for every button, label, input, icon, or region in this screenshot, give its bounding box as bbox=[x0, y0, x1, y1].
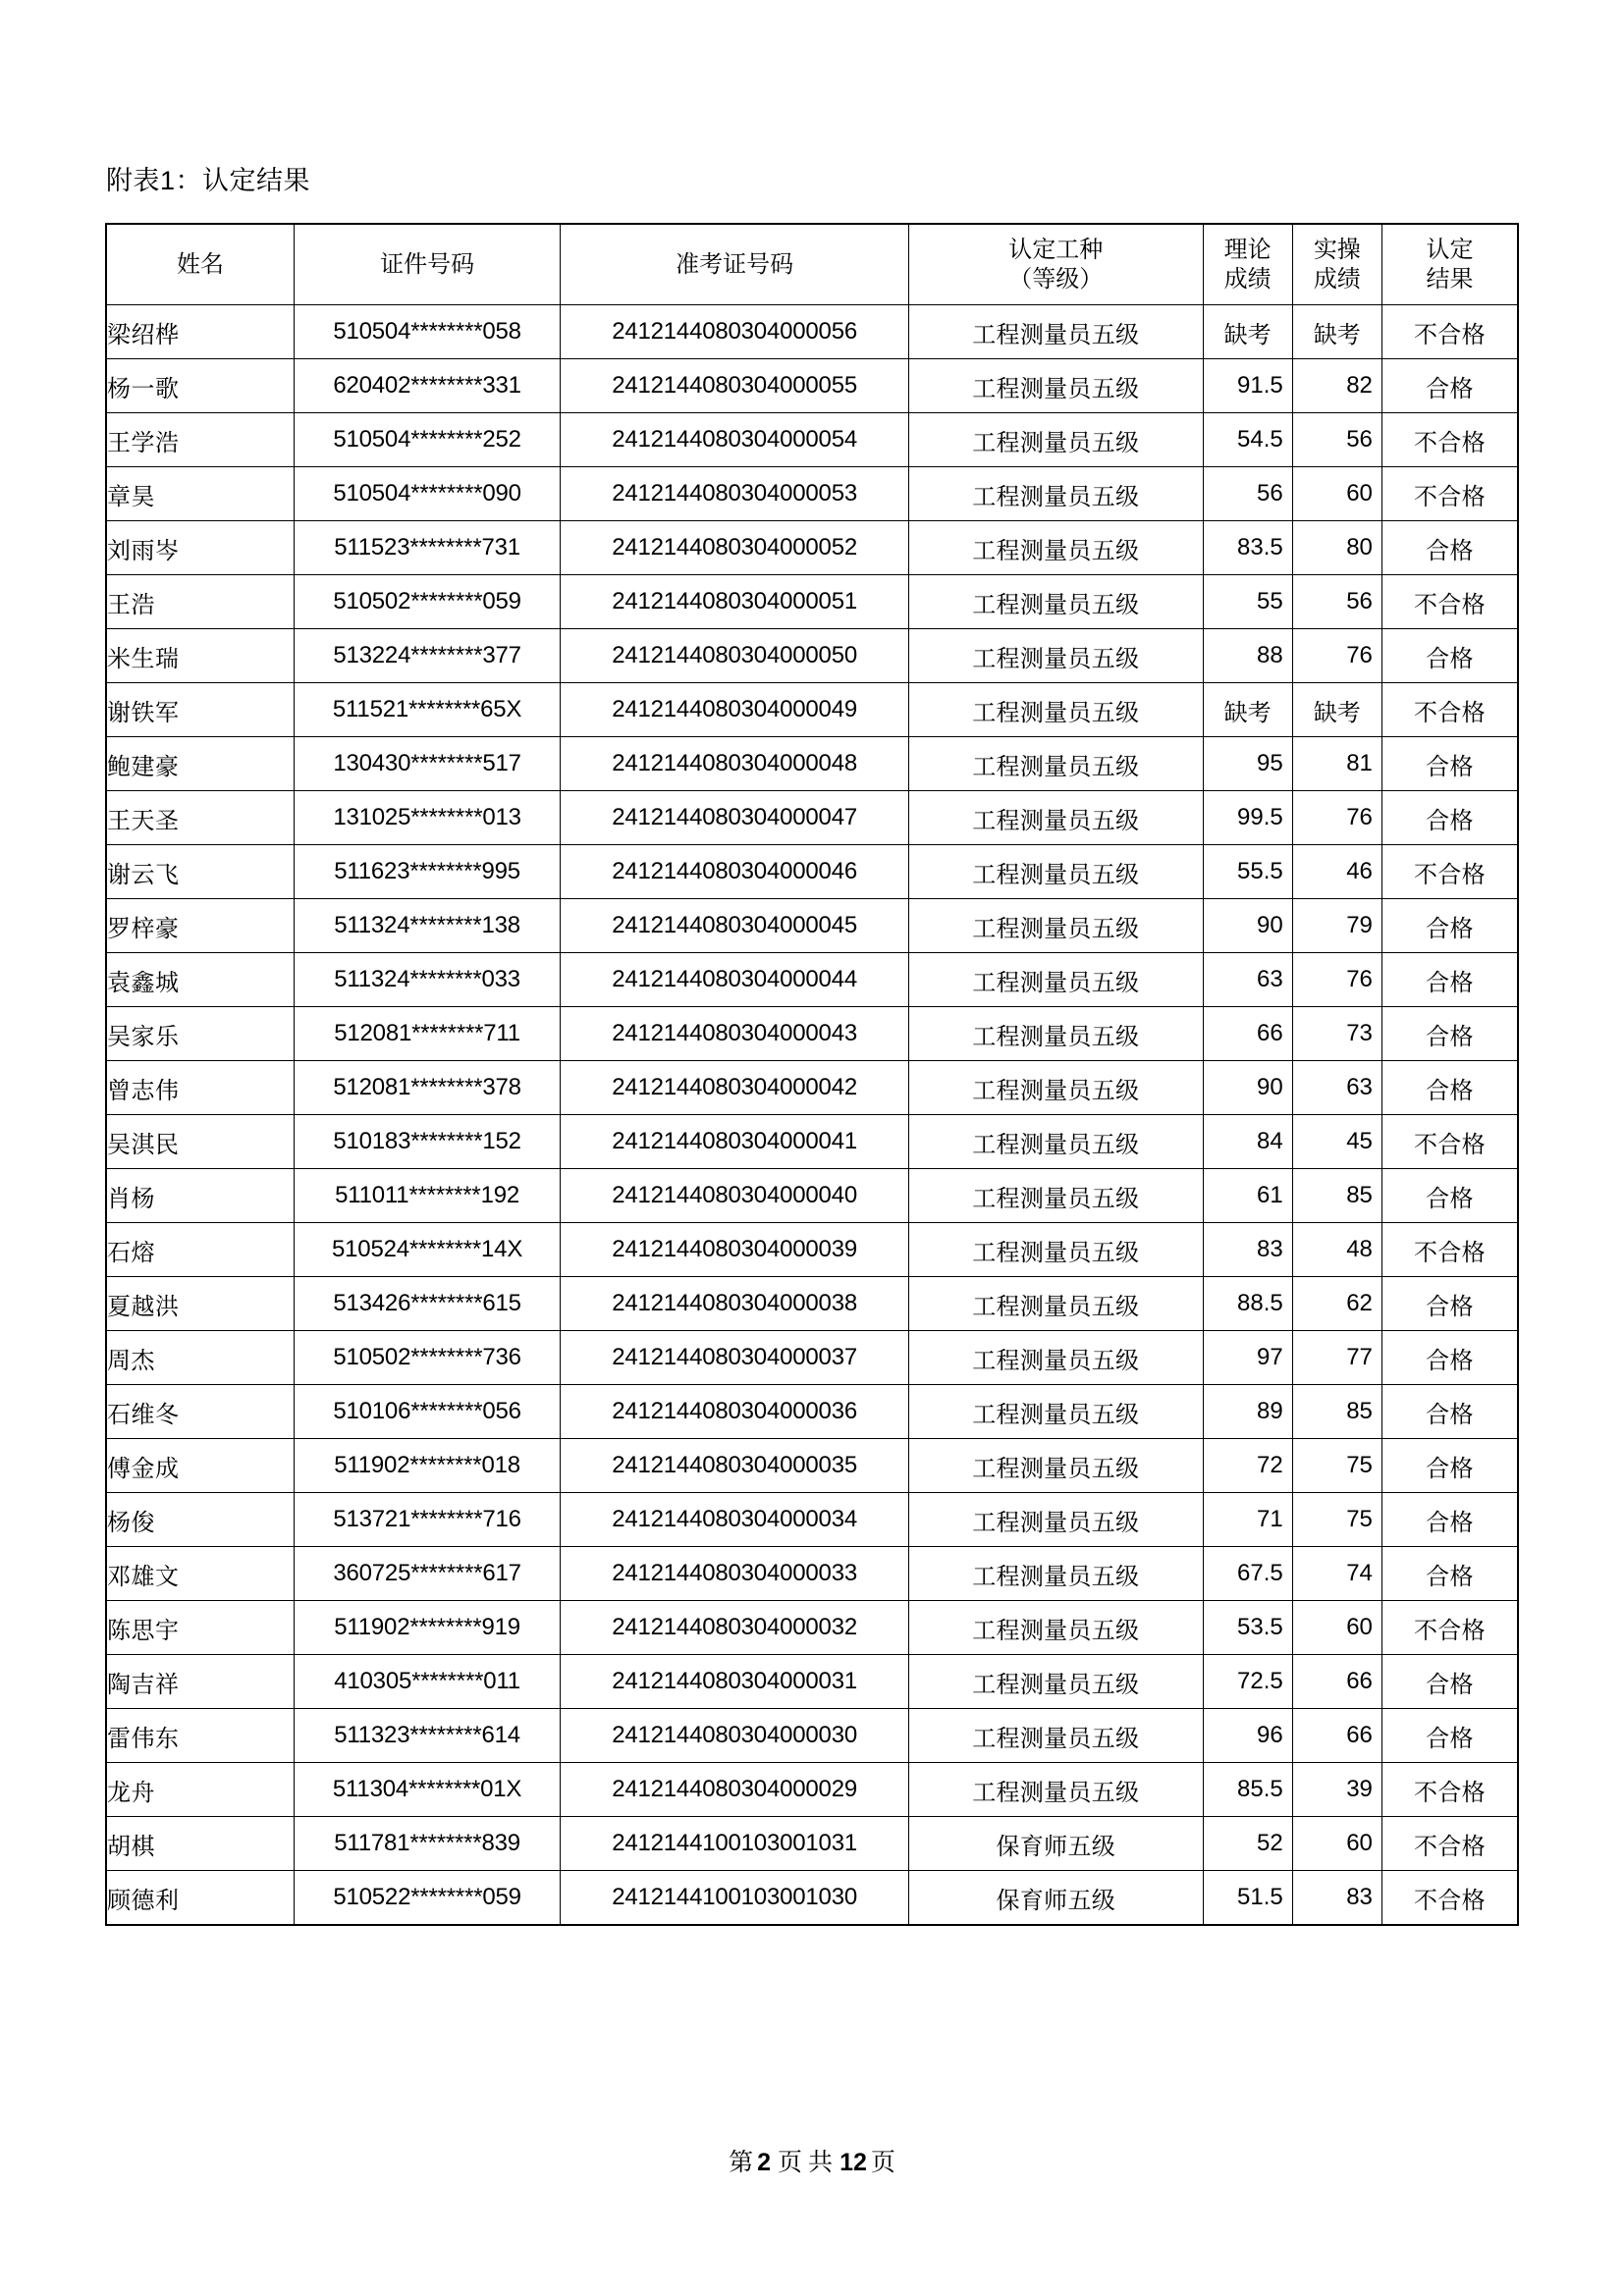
cell-theory-score: 91.5 bbox=[1203, 359, 1292, 413]
cell-certification-result: 不合格 bbox=[1381, 1223, 1517, 1277]
cell-practical-score: 60 bbox=[1292, 1817, 1381, 1871]
cell-admission-number: 2412144080304000047 bbox=[561, 791, 909, 845]
cell-id-number: 511781********839 bbox=[295, 1817, 561, 1871]
page-title: 附表1：认定结果 bbox=[106, 166, 311, 195]
cell-theory-score: 63 bbox=[1203, 953, 1292, 1007]
column-header-ticket-label: 准考证号码 bbox=[676, 250, 794, 278]
cell-theory-score: 96 bbox=[1203, 1709, 1292, 1763]
cell-theory-score: 52 bbox=[1203, 1817, 1292, 1871]
cell-practical-score: 81 bbox=[1292, 737, 1381, 791]
cell-theory-score: 89 bbox=[1203, 1385, 1292, 1439]
cell-certification-result: 合格 bbox=[1381, 1277, 1517, 1331]
cell-theory-score: 90 bbox=[1203, 1061, 1292, 1115]
cell-practical-score: 60 bbox=[1292, 467, 1381, 521]
cell-admission-number: 2412144080304000032 bbox=[561, 1601, 909, 1655]
cell-candidate-name: 邓雄文 bbox=[107, 1547, 295, 1601]
cell-admission-number: 2412144080304000053 bbox=[561, 467, 909, 521]
column-header-job-label: 认定工种 bbox=[1008, 236, 1104, 263]
cell-theory-score: 53.5 bbox=[1203, 1601, 1292, 1655]
cell-admission-number: 2412144080304000056 bbox=[561, 305, 909, 359]
column-header-theory-label: 理论 bbox=[1223, 236, 1272, 263]
column-header-name-label: 姓名 bbox=[177, 250, 224, 278]
cell-candidate-name: 谢云飞 bbox=[107, 845, 295, 899]
cell-practical-score: 46 bbox=[1292, 845, 1381, 899]
cell-certification-result: 合格 bbox=[1381, 359, 1517, 413]
certification-results-table bbox=[106, 224, 1518, 1925]
cell-certification-result: 合格 bbox=[1381, 1007, 1517, 1061]
cell-admission-number: 2412144080304000039 bbox=[561, 1223, 909, 1277]
cell-id-number: 510183********152 bbox=[295, 1115, 561, 1169]
cell-id-number: 510502********736 bbox=[295, 1331, 561, 1385]
cell-id-number: 510504********058 bbox=[295, 305, 561, 359]
cell-candidate-name: 石维冬 bbox=[107, 1385, 295, 1439]
cell-certification-result: 合格 bbox=[1381, 1331, 1517, 1385]
column-header-result-label: 认定 bbox=[1426, 236, 1474, 263]
cell-practical-score: 缺考 bbox=[1292, 305, 1381, 359]
cell-occupation-level: 工程测量员五级 bbox=[909, 1601, 1203, 1655]
cell-certification-result: 合格 bbox=[1381, 629, 1517, 683]
cell-theory-score: 缺考 bbox=[1203, 305, 1292, 359]
footer-total-pages: 12 bbox=[839, 2149, 867, 2176]
cell-theory-score: 67.5 bbox=[1203, 1547, 1292, 1601]
cell-candidate-name: 梁绍桦 bbox=[107, 305, 295, 359]
cell-id-number: 511902********018 bbox=[295, 1439, 561, 1493]
cell-occupation-level: 保育师五级 bbox=[909, 1817, 1203, 1871]
cell-admission-number: 2412144080304000033 bbox=[561, 1547, 909, 1601]
cell-certification-result: 不合格 bbox=[1381, 683, 1517, 737]
cell-candidate-name: 杨一歌 bbox=[107, 359, 295, 413]
cell-candidate-name: 袁鑫城 bbox=[107, 953, 295, 1007]
table-row bbox=[107, 1817, 1518, 1871]
cell-id-number: 511523********731 bbox=[295, 521, 561, 575]
cell-practical-score: 85 bbox=[1292, 1169, 1381, 1223]
cell-id-number: 510504********252 bbox=[295, 413, 561, 467]
cell-admission-number: 2412144080304000049 bbox=[561, 683, 909, 737]
cell-admission-number: 2412144080304000052 bbox=[561, 521, 909, 575]
cell-practical-score: 缺考 bbox=[1292, 683, 1381, 737]
cell-practical-score: 79 bbox=[1292, 899, 1381, 953]
column-header-practical-label: 实操 bbox=[1313, 236, 1361, 263]
cell-id-number: 620402********331 bbox=[295, 359, 561, 413]
cell-candidate-name: 曾志伟 bbox=[107, 1061, 295, 1115]
cell-practical-score: 76 bbox=[1292, 629, 1381, 683]
column-header-result bbox=[1381, 225, 1517, 305]
cell-theory-score: 71 bbox=[1203, 1493, 1292, 1547]
table-row bbox=[107, 1655, 1518, 1709]
cell-id-number: 511623********995 bbox=[295, 845, 561, 899]
cell-candidate-name: 肖杨 bbox=[107, 1169, 295, 1223]
table-row bbox=[107, 737, 1518, 791]
cell-admission-number: 2412144080304000036 bbox=[561, 1385, 909, 1439]
cell-occupation-level: 工程测量员五级 bbox=[909, 1439, 1203, 1493]
cell-practical-score: 56 bbox=[1292, 413, 1381, 467]
cell-occupation-level: 工程测量员五级 bbox=[909, 1277, 1203, 1331]
table-row bbox=[107, 1601, 1518, 1655]
table-row bbox=[107, 1763, 1518, 1817]
cell-theory-score: 85.5 bbox=[1203, 1763, 1292, 1817]
cell-certification-result: 不合格 bbox=[1381, 1817, 1517, 1871]
cell-admission-number: 2412144080304000041 bbox=[561, 1115, 909, 1169]
cell-id-number: 511324********138 bbox=[295, 899, 561, 953]
cell-practical-score: 60 bbox=[1292, 1601, 1381, 1655]
column-header-result-sublabel: 结果 bbox=[1426, 265, 1474, 293]
column-header-name bbox=[107, 225, 295, 305]
cell-theory-score: 54.5 bbox=[1203, 413, 1292, 467]
cell-candidate-name: 刘雨岑 bbox=[107, 521, 295, 575]
cell-theory-score: 88 bbox=[1203, 629, 1292, 683]
cell-certification-result: 不合格 bbox=[1381, 1763, 1517, 1817]
cell-theory-score: 66 bbox=[1203, 1007, 1292, 1061]
table-row bbox=[107, 1115, 1518, 1169]
cell-admission-number: 2412144080304000030 bbox=[561, 1709, 909, 1763]
cell-occupation-level: 工程测量员五级 bbox=[909, 1709, 1203, 1763]
column-header-idno bbox=[295, 225, 561, 305]
cell-candidate-name: 吴淇民 bbox=[107, 1115, 295, 1169]
cell-certification-result: 合格 bbox=[1381, 953, 1517, 1007]
cell-certification-result: 合格 bbox=[1381, 521, 1517, 575]
page-footer bbox=[0, 2143, 1624, 2178]
cell-certification-result: 不合格 bbox=[1381, 1871, 1517, 1925]
cell-id-number: 512081********711 bbox=[295, 1007, 561, 1061]
cell-candidate-name: 胡棋 bbox=[107, 1817, 295, 1871]
footer-current-page: 2 bbox=[757, 2149, 772, 2176]
cell-occupation-level: 工程测量员五级 bbox=[909, 467, 1203, 521]
cell-theory-score: 95 bbox=[1203, 737, 1292, 791]
cell-admission-number: 2412144100103001031 bbox=[561, 1817, 909, 1871]
cell-certification-result: 合格 bbox=[1381, 791, 1517, 845]
cell-theory-score: 51.5 bbox=[1203, 1871, 1292, 1925]
cell-id-number: 131025********013 bbox=[295, 791, 561, 845]
cell-admission-number: 2412144080304000035 bbox=[561, 1439, 909, 1493]
table-row bbox=[107, 359, 1518, 413]
table-row bbox=[107, 845, 1518, 899]
cell-practical-score: 63 bbox=[1292, 1061, 1381, 1115]
cell-practical-score: 62 bbox=[1292, 1277, 1381, 1331]
cell-theory-score: 90 bbox=[1203, 899, 1292, 953]
certification-results-table-container bbox=[106, 224, 1518, 1925]
cell-occupation-level: 工程测量员五级 bbox=[909, 1655, 1203, 1709]
cell-id-number: 512081********378 bbox=[295, 1061, 561, 1115]
cell-practical-score: 80 bbox=[1292, 521, 1381, 575]
column-header-job-sublabel: （等级） bbox=[1008, 265, 1104, 293]
column-header-ticket bbox=[561, 225, 909, 305]
cell-candidate-name: 章昊 bbox=[107, 467, 295, 521]
footer-page-prefix: 第 bbox=[729, 2149, 754, 2176]
cell-occupation-level: 工程测量员五级 bbox=[909, 1547, 1203, 1601]
cell-admission-number: 2412144080304000046 bbox=[561, 845, 909, 899]
cell-practical-score: 73 bbox=[1292, 1007, 1381, 1061]
cell-theory-score: 72.5 bbox=[1203, 1655, 1292, 1709]
cell-admission-number: 2412144080304000055 bbox=[561, 359, 909, 413]
table-row bbox=[107, 413, 1518, 467]
table-row bbox=[107, 1277, 1518, 1331]
table-header-row bbox=[107, 225, 1518, 305]
cell-certification-result: 合格 bbox=[1381, 1385, 1517, 1439]
cell-candidate-name: 谢铁军 bbox=[107, 683, 295, 737]
cell-occupation-level: 工程测量员五级 bbox=[909, 1115, 1203, 1169]
cell-certification-result: 合格 bbox=[1381, 1439, 1517, 1493]
cell-certification-result: 不合格 bbox=[1381, 467, 1517, 521]
cell-occupation-level: 工程测量员五级 bbox=[909, 521, 1203, 575]
cell-occupation-level: 工程测量员五级 bbox=[909, 305, 1203, 359]
cell-id-number: 511521********65X bbox=[295, 683, 561, 737]
table-row bbox=[107, 521, 1518, 575]
cell-id-number: 511304********01X bbox=[295, 1763, 561, 1817]
cell-candidate-name: 吴家乐 bbox=[107, 1007, 295, 1061]
cell-occupation-level: 工程测量员五级 bbox=[909, 683, 1203, 737]
cell-candidate-name: 傅金成 bbox=[107, 1439, 295, 1493]
cell-practical-score: 75 bbox=[1292, 1439, 1381, 1493]
cell-admission-number: 2412144080304000031 bbox=[561, 1655, 909, 1709]
cell-id-number: 511324********033 bbox=[295, 953, 561, 1007]
cell-practical-score: 45 bbox=[1292, 1115, 1381, 1169]
column-header-theory-sublabel: 成绩 bbox=[1223, 265, 1272, 293]
table-row bbox=[107, 1493, 1518, 1547]
cell-candidate-name: 王天圣 bbox=[107, 791, 295, 845]
cell-practical-score: 85 bbox=[1292, 1385, 1381, 1439]
cell-occupation-level: 工程测量员五级 bbox=[909, 791, 1203, 845]
table-row bbox=[107, 791, 1518, 845]
cell-id-number: 513426********615 bbox=[295, 1277, 561, 1331]
cell-certification-result: 不合格 bbox=[1381, 845, 1517, 899]
cell-occupation-level: 工程测量员五级 bbox=[909, 629, 1203, 683]
table-row bbox=[107, 1547, 1518, 1601]
cell-certification-result: 不合格 bbox=[1381, 305, 1517, 359]
cell-admission-number: 2412144080304000043 bbox=[561, 1007, 909, 1061]
cell-occupation-level: 工程测量员五级 bbox=[909, 953, 1203, 1007]
cell-practical-score: 66 bbox=[1292, 1709, 1381, 1763]
cell-practical-score: 76 bbox=[1292, 953, 1381, 1007]
cell-candidate-name: 杨俊 bbox=[107, 1493, 295, 1547]
cell-candidate-name: 陈思宇 bbox=[107, 1601, 295, 1655]
column-header-idno-label: 证件号码 bbox=[380, 250, 475, 278]
cell-theory-score: 83 bbox=[1203, 1223, 1292, 1277]
cell-certification-result: 不合格 bbox=[1381, 413, 1517, 467]
footer-page-suffix: 页 bbox=[870, 2149, 895, 2176]
cell-practical-score: 82 bbox=[1292, 359, 1381, 413]
cell-occupation-level: 工程测量员五级 bbox=[909, 359, 1203, 413]
table-row bbox=[107, 1871, 1518, 1925]
cell-candidate-name: 米生瑞 bbox=[107, 629, 295, 683]
cell-practical-score: 76 bbox=[1292, 791, 1381, 845]
table-row bbox=[107, 1007, 1518, 1061]
table-row bbox=[107, 305, 1518, 359]
cell-candidate-name: 陶吉祥 bbox=[107, 1655, 295, 1709]
cell-certification-result: 合格 bbox=[1381, 1655, 1517, 1709]
table-row bbox=[107, 467, 1518, 521]
cell-candidate-name: 夏越洪 bbox=[107, 1277, 295, 1331]
table-body bbox=[107, 305, 1518, 1925]
cell-theory-score: 61 bbox=[1203, 1169, 1292, 1223]
cell-certification-result: 不合格 bbox=[1381, 1601, 1517, 1655]
cell-practical-score: 75 bbox=[1292, 1493, 1381, 1547]
cell-id-number: 510502********059 bbox=[295, 575, 561, 629]
cell-admission-number: 2412144080304000037 bbox=[561, 1331, 909, 1385]
cell-id-number: 510504********090 bbox=[295, 467, 561, 521]
cell-candidate-name: 龙舟 bbox=[107, 1763, 295, 1817]
cell-id-number: 130430********517 bbox=[295, 737, 561, 791]
cell-candidate-name: 罗梓豪 bbox=[107, 899, 295, 953]
table-row bbox=[107, 953, 1518, 1007]
cell-theory-score: 83.5 bbox=[1203, 521, 1292, 575]
cell-admission-number: 2412144080304000038 bbox=[561, 1277, 909, 1331]
cell-occupation-level: 工程测量员五级 bbox=[909, 1385, 1203, 1439]
cell-certification-result: 合格 bbox=[1381, 1061, 1517, 1115]
cell-id-number: 510524********14X bbox=[295, 1223, 561, 1277]
cell-theory-score: 97 bbox=[1203, 1331, 1292, 1385]
cell-id-number: 510106********056 bbox=[295, 1385, 561, 1439]
cell-admission-number: 2412144080304000042 bbox=[561, 1061, 909, 1115]
cell-admission-number: 2412144080304000048 bbox=[561, 737, 909, 791]
cell-admission-number: 2412144080304000045 bbox=[561, 899, 909, 953]
cell-occupation-level: 工程测量员五级 bbox=[909, 575, 1203, 629]
table-row bbox=[107, 1385, 1518, 1439]
cell-occupation-level: 工程测量员五级 bbox=[909, 1331, 1203, 1385]
table-row bbox=[107, 683, 1518, 737]
cell-id-number: 410305********011 bbox=[295, 1655, 561, 1709]
cell-admission-number: 2412144080304000050 bbox=[561, 629, 909, 683]
cell-theory-score: 55.5 bbox=[1203, 845, 1292, 899]
cell-occupation-level: 工程测量员五级 bbox=[909, 1169, 1203, 1223]
cell-certification-result: 不合格 bbox=[1381, 575, 1517, 629]
cell-certification-result: 合格 bbox=[1381, 1169, 1517, 1223]
cell-admission-number: 2412144080304000044 bbox=[561, 953, 909, 1007]
cell-occupation-level: 工程测量员五级 bbox=[909, 1007, 1203, 1061]
cell-candidate-name: 王浩 bbox=[107, 575, 295, 629]
cell-certification-result: 不合格 bbox=[1381, 1115, 1517, 1169]
cell-candidate-name: 顾德利 bbox=[107, 1871, 295, 1925]
cell-theory-score: 55 bbox=[1203, 575, 1292, 629]
cell-admission-number: 2412144080304000040 bbox=[561, 1169, 909, 1223]
cell-theory-score: 88.5 bbox=[1203, 1277, 1292, 1331]
table-row bbox=[107, 1331, 1518, 1385]
table-row bbox=[107, 1709, 1518, 1763]
footer-total-prefix: 共 bbox=[808, 2149, 834, 2176]
cell-id-number: 513721********716 bbox=[295, 1493, 561, 1547]
cell-admission-number: 2412144100103001030 bbox=[561, 1871, 909, 1925]
cell-certification-result: 合格 bbox=[1381, 1709, 1517, 1763]
cell-certification-result: 合格 bbox=[1381, 1547, 1517, 1601]
cell-theory-score: 99.5 bbox=[1203, 791, 1292, 845]
cell-occupation-level: 工程测量员五级 bbox=[909, 737, 1203, 791]
footer-page-word: 页 bbox=[778, 2149, 803, 2176]
cell-occupation-level: 保育师五级 bbox=[909, 1871, 1203, 1925]
table-header bbox=[107, 225, 1518, 305]
column-header-job bbox=[909, 225, 1203, 305]
cell-practical-score: 39 bbox=[1292, 1763, 1381, 1817]
table-row bbox=[107, 1223, 1518, 1277]
cell-occupation-level: 工程测量员五级 bbox=[909, 1223, 1203, 1277]
table-row bbox=[107, 1061, 1518, 1115]
cell-practical-score: 74 bbox=[1292, 1547, 1381, 1601]
cell-occupation-level: 工程测量员五级 bbox=[909, 899, 1203, 953]
cell-id-number: 513224********377 bbox=[295, 629, 561, 683]
cell-candidate-name: 周杰 bbox=[107, 1331, 295, 1385]
cell-admission-number: 2412144080304000051 bbox=[561, 575, 909, 629]
cell-theory-score: 缺考 bbox=[1203, 683, 1292, 737]
cell-certification-result: 合格 bbox=[1381, 1493, 1517, 1547]
cell-admission-number: 2412144080304000034 bbox=[561, 1493, 909, 1547]
cell-practical-score: 48 bbox=[1292, 1223, 1381, 1277]
column-header-theory bbox=[1203, 225, 1292, 305]
cell-theory-score: 72 bbox=[1203, 1439, 1292, 1493]
cell-id-number: 511902********919 bbox=[295, 1601, 561, 1655]
cell-practical-score: 77 bbox=[1292, 1331, 1381, 1385]
cell-admission-number: 2412144080304000029 bbox=[561, 1763, 909, 1817]
table-row bbox=[107, 1439, 1518, 1493]
cell-certification-result: 合格 bbox=[1381, 737, 1517, 791]
cell-occupation-level: 工程测量员五级 bbox=[909, 413, 1203, 467]
cell-id-number: 511011********192 bbox=[295, 1169, 561, 1223]
cell-candidate-name: 石熔 bbox=[107, 1223, 295, 1277]
cell-id-number: 360725********617 bbox=[295, 1547, 561, 1601]
cell-candidate-name: 王学浩 bbox=[107, 413, 295, 467]
cell-theory-score: 84 bbox=[1203, 1115, 1292, 1169]
table-row bbox=[107, 629, 1518, 683]
table-row bbox=[107, 575, 1518, 629]
cell-candidate-name: 鲍建豪 bbox=[107, 737, 295, 791]
cell-occupation-level: 工程测量员五级 bbox=[909, 1763, 1203, 1817]
cell-occupation-level: 工程测量员五级 bbox=[909, 845, 1203, 899]
cell-occupation-level: 工程测量员五级 bbox=[909, 1493, 1203, 1547]
column-header-practical bbox=[1292, 225, 1381, 305]
cell-id-number: 510522********059 bbox=[295, 1871, 561, 1925]
cell-practical-score: 66 bbox=[1292, 1655, 1381, 1709]
cell-occupation-level: 工程测量员五级 bbox=[909, 1061, 1203, 1115]
cell-theory-score: 56 bbox=[1203, 467, 1292, 521]
cell-candidate-name: 雷伟东 bbox=[107, 1709, 295, 1763]
column-header-practical-sublabel: 成绩 bbox=[1313, 265, 1361, 293]
cell-practical-score: 83 bbox=[1292, 1871, 1381, 1925]
table-row bbox=[107, 899, 1518, 953]
cell-admission-number: 2412144080304000054 bbox=[561, 413, 909, 467]
cell-certification-result: 合格 bbox=[1381, 899, 1517, 953]
cell-practical-score: 56 bbox=[1292, 575, 1381, 629]
table-row bbox=[107, 1169, 1518, 1223]
cell-id-number: 511323********614 bbox=[295, 1709, 561, 1763]
